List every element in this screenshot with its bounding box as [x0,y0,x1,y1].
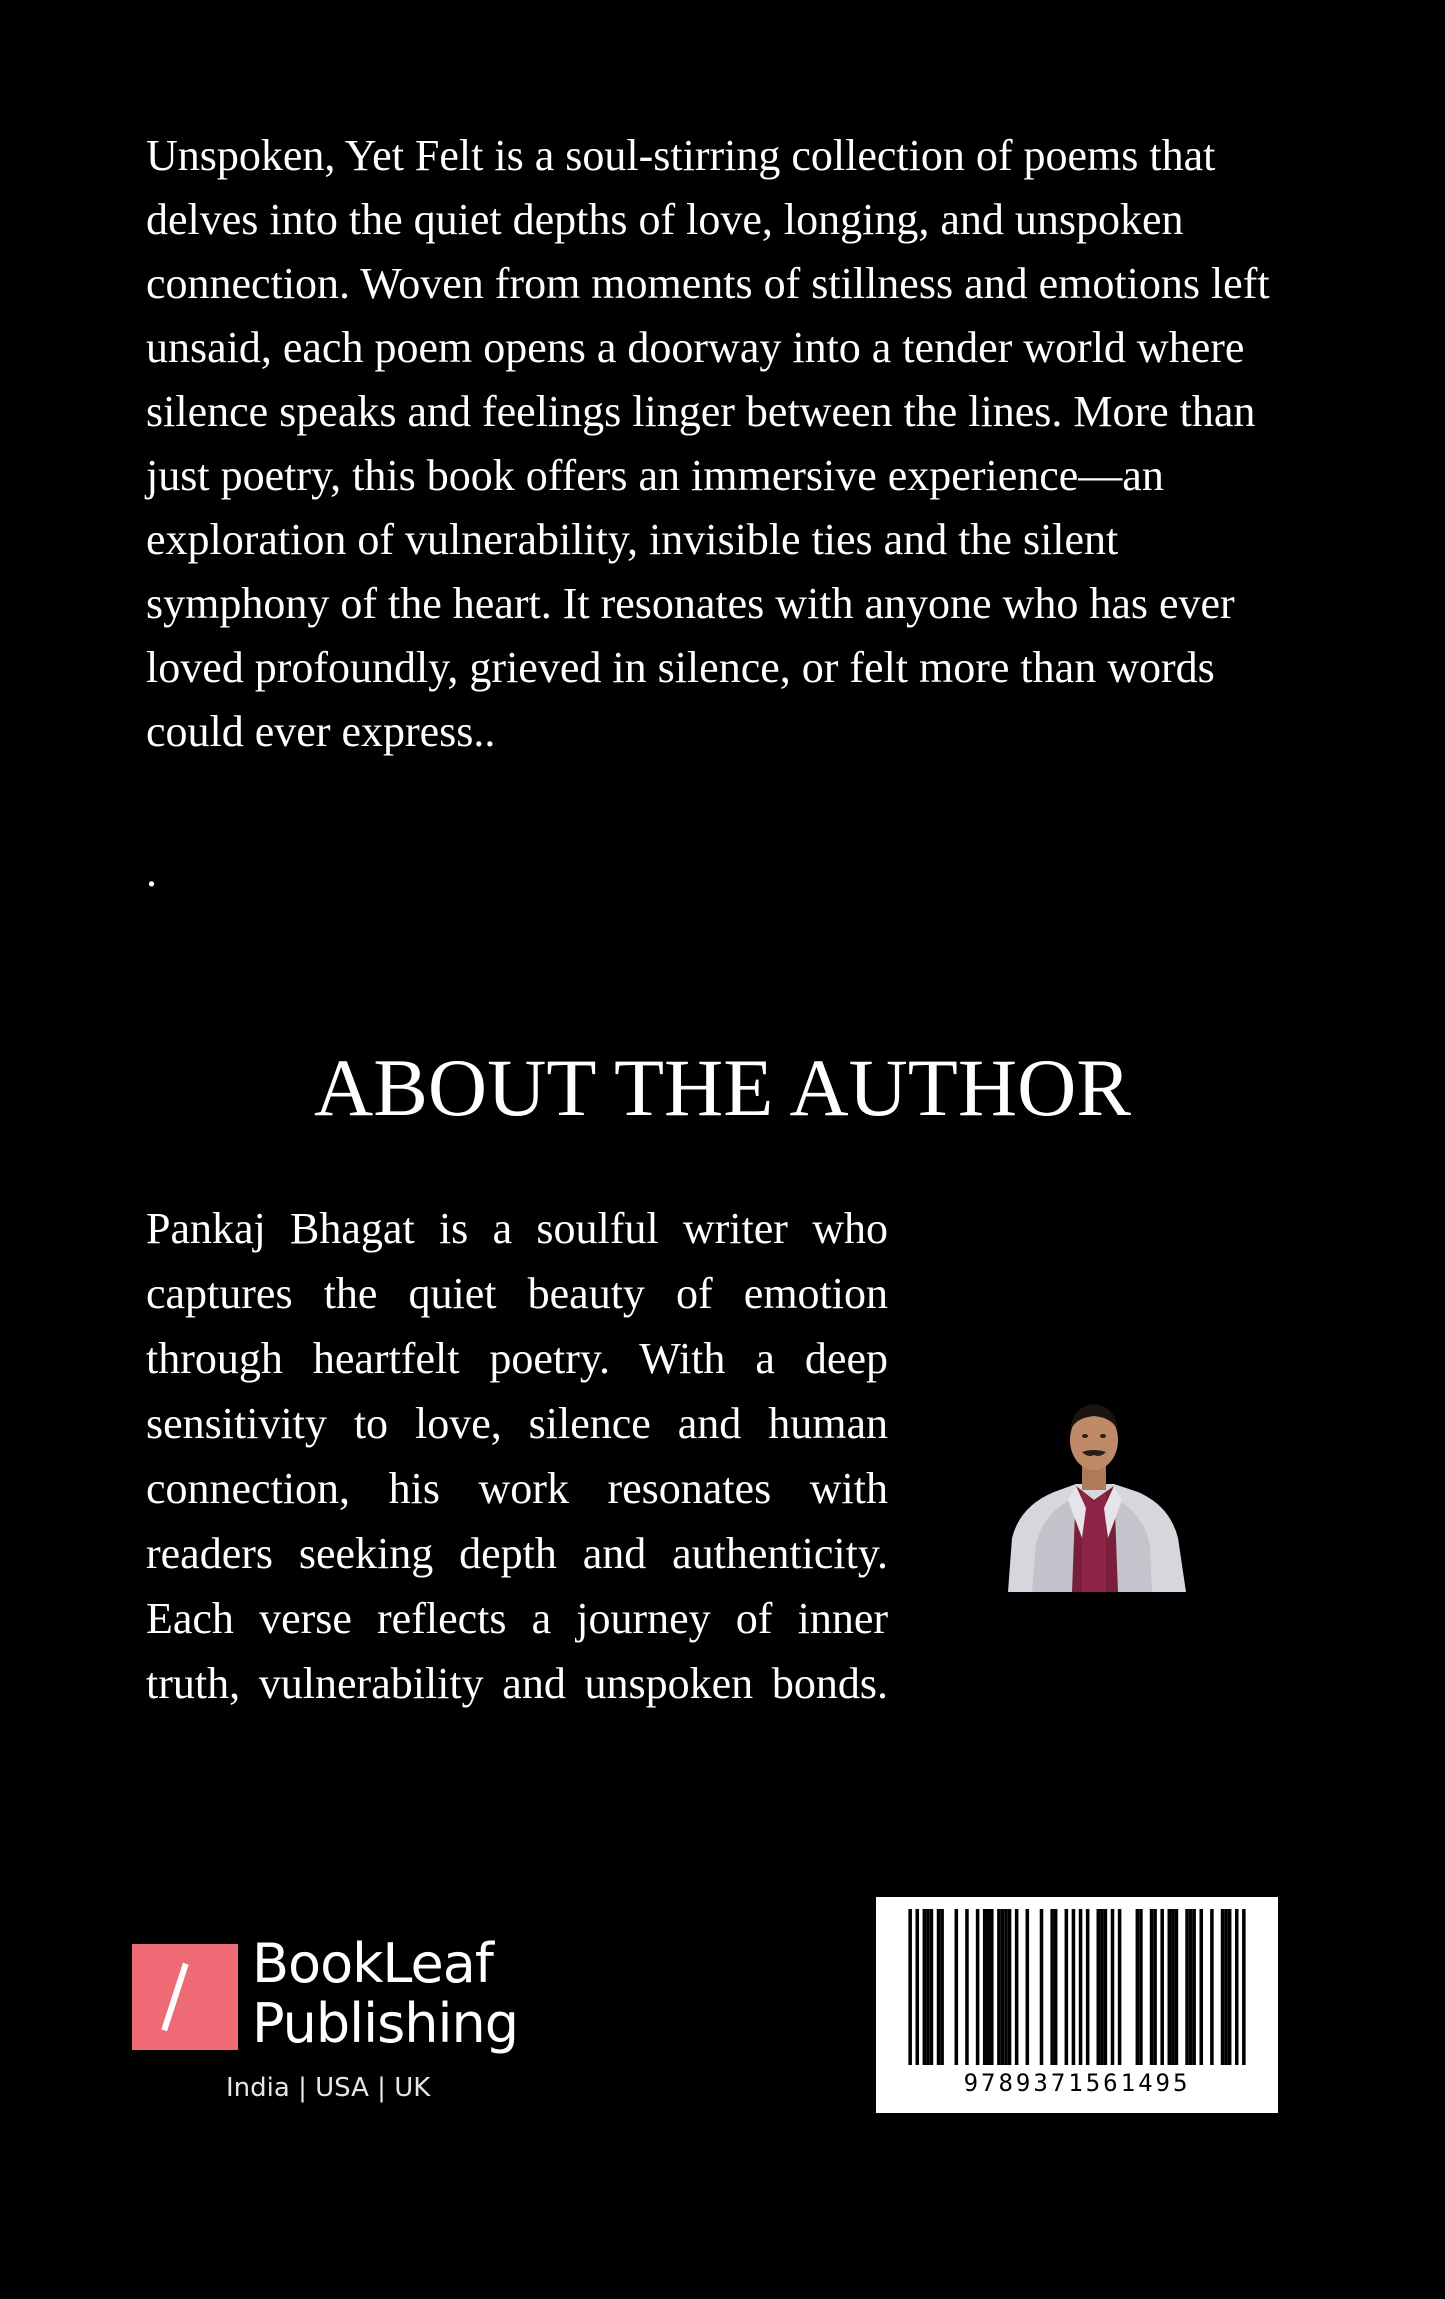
barcode-bar [937,1909,941,2065]
barcode-bar [1001,1909,1005,2065]
barcode-bar [1189,1909,1193,2065]
barcode-bar [1097,1909,1101,2065]
barcode-bar [915,1909,919,2065]
publisher-name [252,1934,518,2054]
barcode-bar [990,1909,994,2065]
description-trailing-dot: . [146,847,157,896]
barcode-bar [1210,1909,1214,2065]
barcode-bar [1168,1909,1172,2065]
barcode-bar [1235,1909,1239,2065]
publisher-regions: India | USA | UK [226,2073,431,2103]
barcode-bar [1086,1909,1090,2065]
barcode-bar [1242,1909,1246,2065]
barcode-bar [1111,1909,1115,2065]
publisher-name-line2: Publishing [252,1992,518,2055]
barcode-bar [1104,1909,1108,2065]
barcode-bar [1008,1909,1012,2065]
barcode-bar [930,1909,934,2065]
barcode-bar [1160,1909,1164,2065]
barcode-bar [1072,1909,1076,2065]
barcode-bar [1221,1909,1225,2065]
barcode-bar [1224,1909,1228,2065]
author-photo [1002,1388,1186,1592]
barcode-bar [1040,1909,1044,2065]
barcode-bar [1054,1909,1058,2065]
barcode-bar [1136,1909,1140,2065]
barcode-bar [1026,1909,1030,2065]
barcode-bar [926,1909,930,2065]
barcode-bar [1015,1909,1019,2065]
barcode-bar [997,1909,1001,2065]
barcode-bar [1079,1909,1083,2065]
barcode-bar [1004,1909,1008,2065]
barcode-bar [1150,1909,1154,2065]
barcode-bar [1192,1909,1196,2065]
about-author-heading: ABOUT THE AUTHOR [314,1042,1131,1133]
barcode-bar [940,1909,944,2065]
barcode-bar [1139,1909,1143,2065]
barcode-bar [908,1909,912,2065]
isbn-barcode [876,1897,1278,2113]
barcode-bar [1118,1909,1122,2065]
barcode-bar [1153,1909,1157,2065]
isbn-number: 9789371561495 [963,2069,1191,2097]
barcode-bar [965,1909,969,2065]
publisher-slash-icon [132,1944,238,2050]
barcode-bar [1100,1909,1104,2065]
barcode-bar [923,1909,927,2065]
barcode-bar [1065,1909,1069,2065]
barcode-bar [1228,1909,1232,2065]
barcode-bar [1175,1909,1179,2065]
barcode-bar [955,1909,959,2065]
barcode-bar [1185,1909,1189,2065]
barcode-bar [983,1909,987,2065]
publisher-name-line1: BookLeaf [252,1932,493,1995]
book-description: Unspoken, Yet Felt is a soul-stirring collection of poems that delves into the quiet depths of love, longing, and unspoken connection. Woven from moments of stillness and emotions left unsaid, each poem opens a doorway into a tender world where silence speaks and feelings linger between the lines. More than just poetry, this book offers an immersive experience—an exploration of vulnerability, invisible ties and the silent symphony of the heart. It resonates with anyone who has ever loved profoundly, grieved in silence, or felt more than words could ever express.. [146,131,1270,756]
barcode-bar [1199,1909,1203,2065]
author-portrait-image [1002,1388,1186,1592]
barcode-bar [1050,1909,1054,2065]
barcode-bar [986,1909,990,2065]
author-bio: Pankaj Bhagat is a soulful writer who captures the quiet beauty of emotion through heartfelt poetry. With a deep sensitivity to love, silence and human connection, his work resonates with readers seeking depth and authenticity. Each verse reflects a journey of inner truth, vulnerability and unspoken bonds. [146,1204,888,1708]
publisher-logo [132,1932,532,2110]
barcode-bar [976,1909,980,2065]
barcode-bar [1171,1909,1175,2065]
